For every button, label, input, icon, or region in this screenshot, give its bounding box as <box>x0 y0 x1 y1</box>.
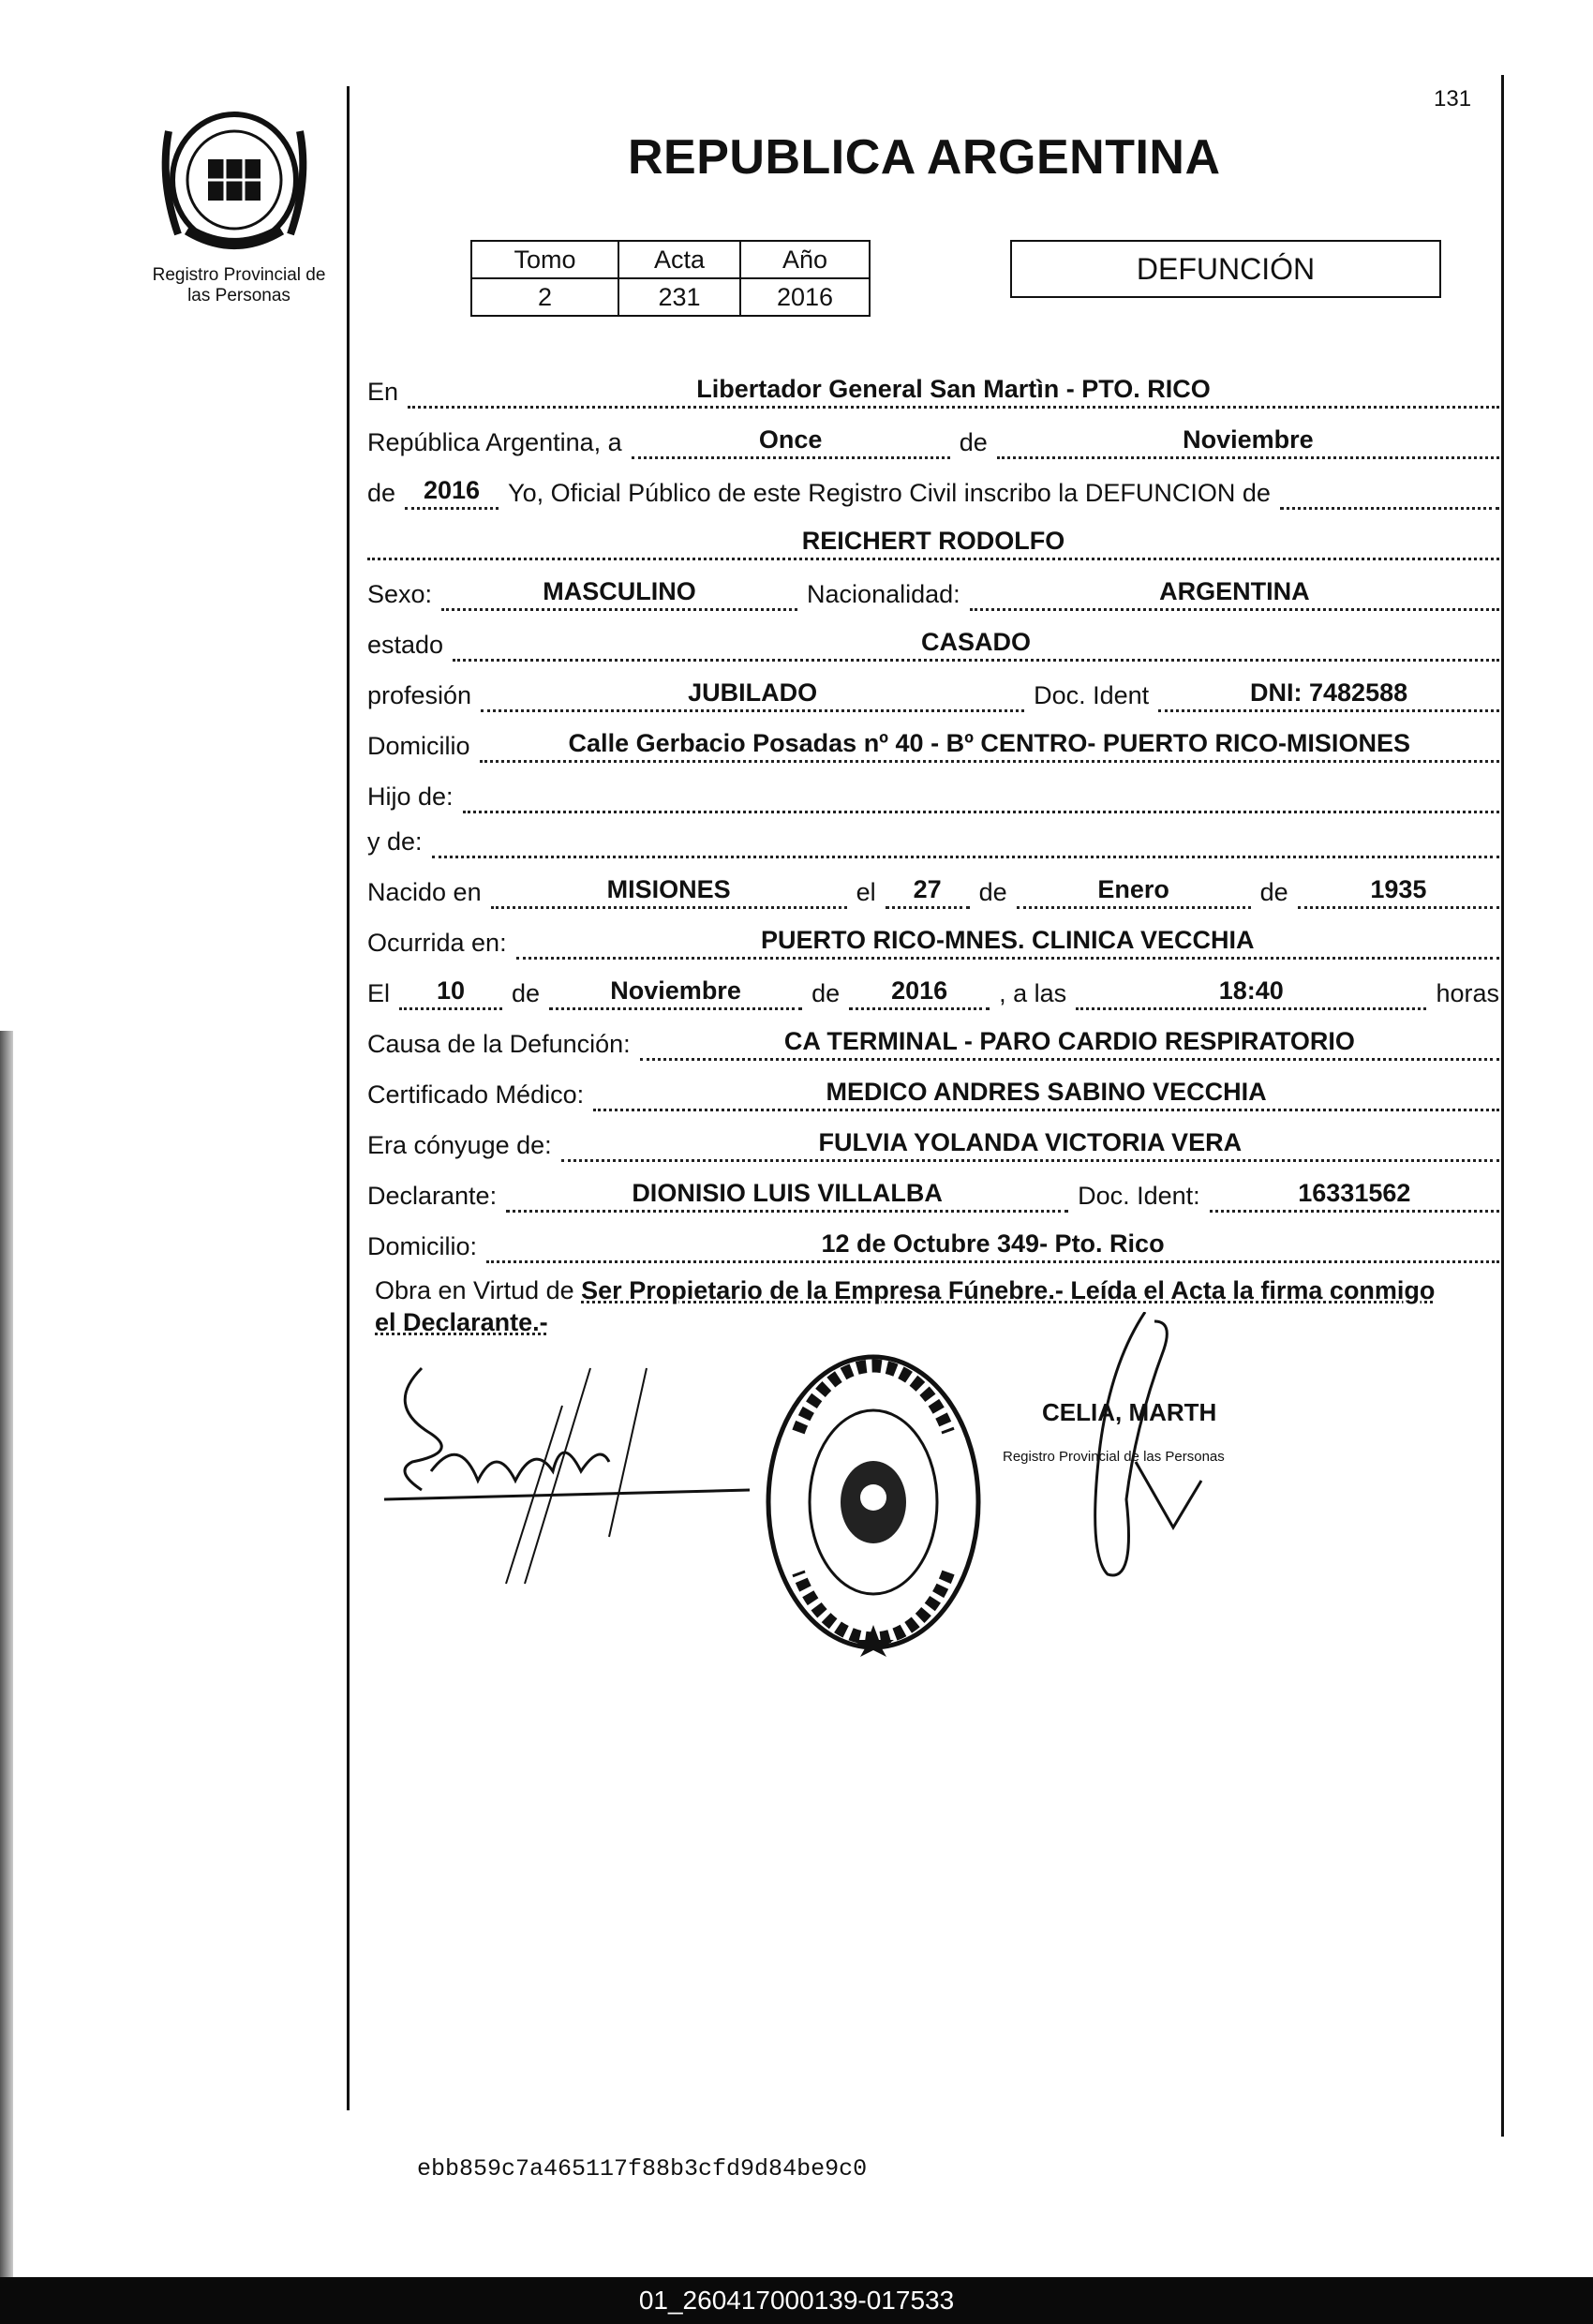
right-margin-line <box>1501 75 1504 2137</box>
doc-ident-label: Doc. Ident <box>1034 681 1150 709</box>
decl-domicilio-field: 12 de Octubre 349- Pto. Rico <box>486 1229 1499 1263</box>
causa-field: CA TERMINAL - PARO CARDIO RESPIRATORIO <box>640 1027 1499 1061</box>
el-label: el <box>856 878 876 906</box>
decl-doc-field: 16331562 <box>1210 1179 1499 1213</box>
de-year-label: de <box>367 479 396 507</box>
hijo-label: Hijo de: <box>367 782 454 811</box>
doc-ident-field: DNI: 7482588 <box>1158 678 1499 712</box>
day-words-field: Once <box>632 425 950 459</box>
nacido-de-label: de <box>978 878 1007 906</box>
def-hora-field: 18:40 <box>1076 976 1426 1010</box>
estado-label: estado <box>367 631 444 659</box>
def-dia-field: 10 <box>399 976 502 1010</box>
row-profesion <box>367 671 1499 712</box>
domicilio-label: Domicilio <box>367 732 470 760</box>
anio-value: 2016 <box>740 278 870 316</box>
record-type-box: DEFUNCIÓN <box>1010 240 1441 298</box>
def-anio-field: 2016 <box>849 976 990 1010</box>
yde-field <box>432 854 1499 858</box>
obra-en-virtud <box>375 1274 1499 1338</box>
scan-edge-shadow <box>0 1031 13 2277</box>
yde-label: y de: <box>367 827 423 856</box>
registry-stamp-icon <box>761 1348 986 1657</box>
official-name: CELIA, MARTH <box>1042 1398 1217 1426</box>
year-field: 2016 <box>405 476 499 510</box>
obra-label: Obra en Virtud de <box>375 1276 574 1304</box>
en-label: En <box>367 378 399 406</box>
republica-label: República Argentina, a <box>367 428 622 456</box>
nacido-dia-field: 27 <box>886 875 970 909</box>
row-ocurrida <box>367 918 1499 960</box>
row-domicilio <box>367 722 1499 763</box>
row-fecha-defuncion <box>367 969 1499 1010</box>
row-place <box>367 367 1499 409</box>
document-title: REPUBLICA ARGENTINA <box>628 130 1221 185</box>
official-role: Registro Provincial de las Personas <box>1003 1449 1225 1465</box>
anio-header: Año <box>740 241 870 278</box>
row-hijo <box>367 772 1499 813</box>
decl-domicilio-label: Domicilio: <box>367 1232 478 1260</box>
def-de-label: de <box>512 979 541 1007</box>
domicilio-field: Calle Gerbacio Posadas nº 40 - Bº CENTRO- PUERTO RICO-MISIONES <box>480 729 1499 763</box>
ocurrida-field: PUERTO RICO-MNES. CLINICA VECCHIA <box>516 926 1499 960</box>
document-hash: ebb859c7a465117f88b3cfd9d84be9c0 <box>417 2155 868 2182</box>
registry-label-line1: Registro Provincial de <box>152 265 326 285</box>
row-date <box>367 418 1499 459</box>
alas-label: , a las <box>999 979 1067 1007</box>
El-label: El <box>367 979 391 1007</box>
place-field: Libertador General San Martìn - PTO. RICO <box>408 375 1499 409</box>
row-causa <box>367 1020 1499 1061</box>
registry-label <box>141 265 337 306</box>
deceased-name-field: REICHERT RODOLFO <box>367 527 1499 560</box>
estado-field: CASADO <box>453 628 1499 662</box>
row-decl-domicilio <box>367 1222 1499 1263</box>
registry-label-line2: las Personas <box>187 286 290 305</box>
conyuge-field: FULVIA YOLANDA VICTORIA VERA <box>561 1128 1499 1162</box>
tomo-value: 2 <box>471 278 618 316</box>
left-margin-line <box>347 86 350 2110</box>
row-sexo <box>367 570 1499 611</box>
obra-text-2: el Declarante.- <box>375 1308 548 1336</box>
reference-table <box>470 240 871 317</box>
nacido-en-field: MISIONES <box>491 875 847 909</box>
declarante-field: DIONISIO LUIS VILLALBA <box>506 1179 1068 1213</box>
decl-doc-label: Doc. Ident: <box>1078 1182 1200 1210</box>
horas-label: horas <box>1436 979 1499 1007</box>
ocurrida-label: Ocurrida en: <box>367 929 507 957</box>
row-nacido <box>367 868 1499 909</box>
row-conyuge <box>367 1121 1499 1162</box>
nacido-de2-label: de <box>1259 878 1288 906</box>
def-de2-label: de <box>811 979 841 1007</box>
sexo-label: Sexo: <box>367 580 433 608</box>
row-certificado <box>367 1070 1499 1111</box>
row-yde <box>367 817 1499 858</box>
declarant-signature <box>375 1349 750 1602</box>
de-label: de <box>959 428 988 456</box>
tomo-header: Tomo <box>471 241 618 278</box>
footer-code-bar <box>0 2277 1593 2324</box>
certificado-label: Certificado Médico: <box>367 1080 585 1109</box>
profesion-field: JUBILADO <box>481 678 1024 712</box>
nacido-anio-field: 1935 <box>1298 875 1499 909</box>
nacido-mes-field: Enero <box>1017 875 1251 909</box>
profesion-label: profesión <box>367 681 472 709</box>
row-estado <box>367 620 1499 662</box>
sexo-field: MASCULINO <box>441 577 797 611</box>
nacido-label: Nacido en <box>367 878 482 906</box>
def-mes-field: Noviembre <box>549 976 802 1010</box>
causa-label: Causa de la Defunción: <box>367 1030 631 1058</box>
declarante-label: Declarante: <box>367 1182 498 1210</box>
inscribo-text: Yo, Oficial Público de este Registro Civil inscribo la DEFUNCION de <box>508 479 1271 507</box>
provincial-seal-icon <box>150 94 319 262</box>
month-field: Noviembre <box>997 425 1499 459</box>
certificado-field: MEDICO ANDRES SABINO VECCHIA <box>593 1078 1499 1111</box>
nacionalidad-field: ARGENTINA <box>970 577 1499 611</box>
row-deceased <box>367 519 1499 560</box>
acta-value: 231 <box>618 278 740 316</box>
row-inscribo <box>367 469 1499 510</box>
conyuge-label: Era cónyuge de: <box>367 1131 552 1159</box>
acta-header: Acta <box>618 241 740 278</box>
hijo-field <box>463 809 1499 813</box>
nacionalidad-label: Nacionalidad: <box>807 580 960 608</box>
row-declarante <box>367 1171 1499 1213</box>
obra-text: Ser Propietario de la Empresa Fúnebre.- Leída el Acta la firma conmigo <box>581 1276 1436 1304</box>
footer-code: 01_260417000139-017533 <box>638 2286 955 2315</box>
page-number: 131 <box>1434 86 1472 112</box>
inscribo-blank-field <box>1280 505 1499 510</box>
